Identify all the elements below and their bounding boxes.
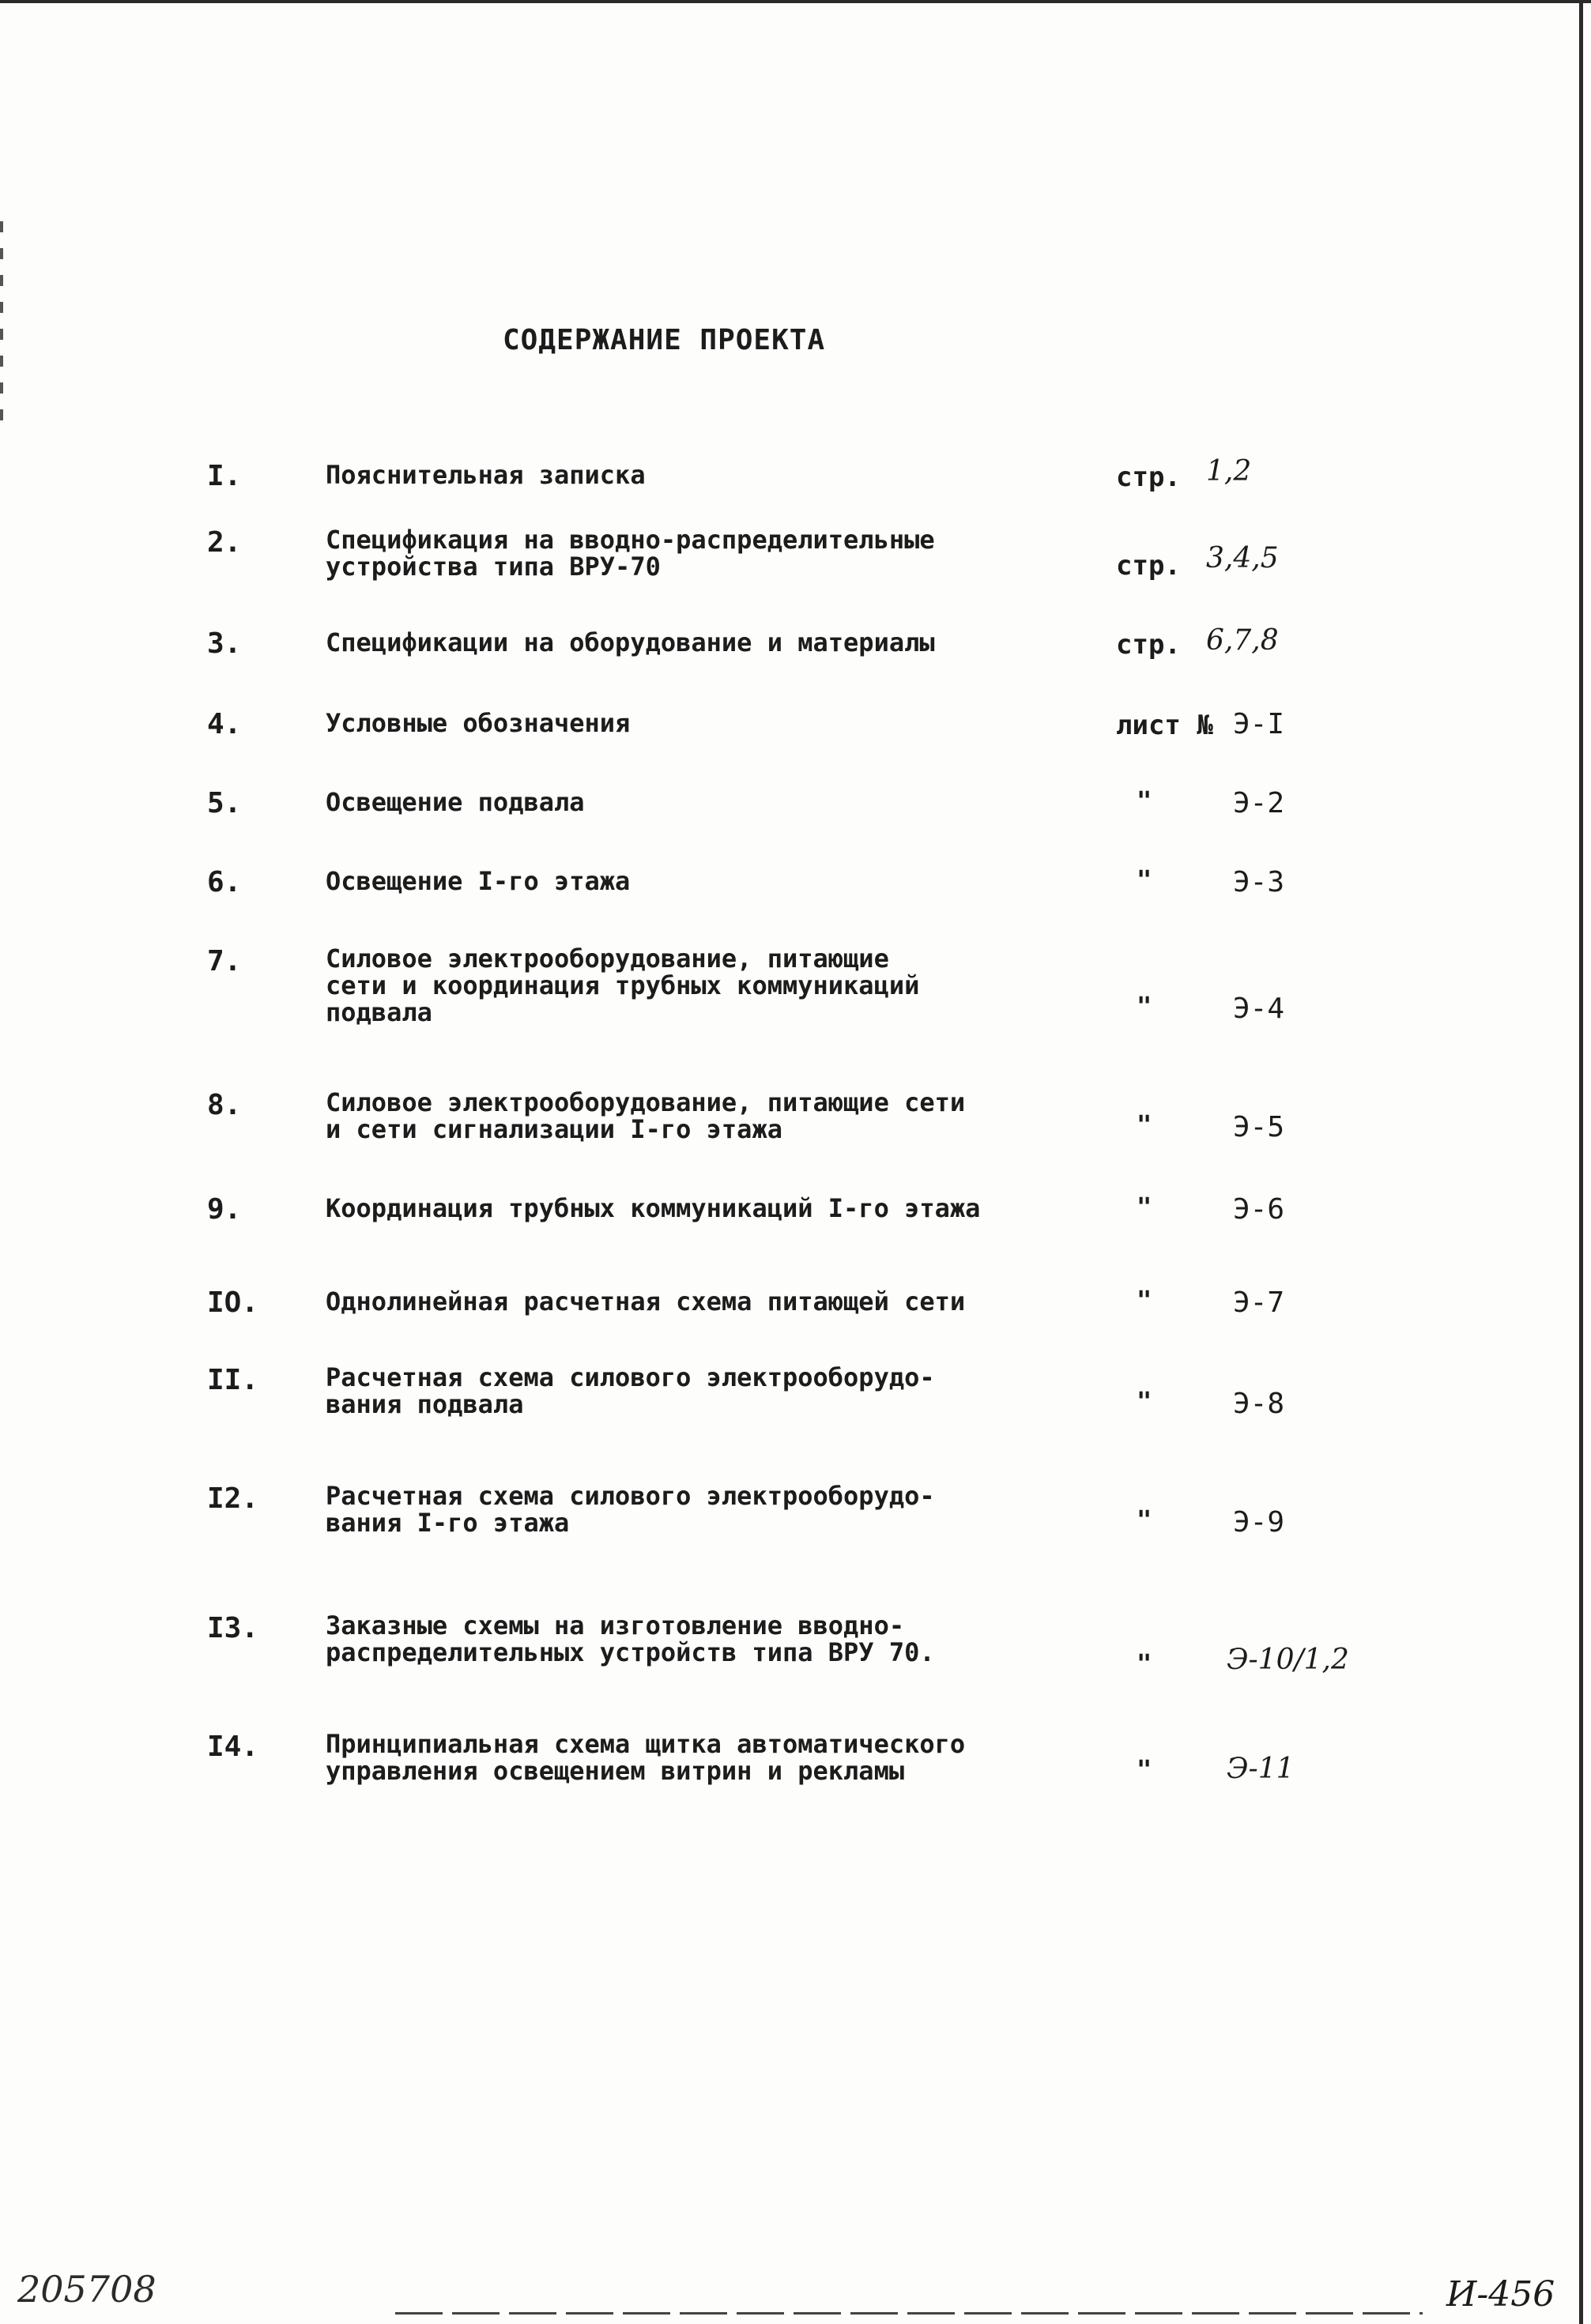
ditto-mark: ": [1137, 1192, 1152, 1222]
item-page-ref: 3,4,5: [1206, 542, 1279, 574]
item-number: 9.: [207, 1193, 242, 1226]
item-title: Пояснительная записка: [326, 460, 646, 490]
item-ref-label: стр.: [1116, 550, 1181, 582]
item-title: Однолинейная расчетная схема питающей сети: [326, 1286, 966, 1316]
item-title: Принципиальная схема щитка автоматического управления освещением витрин и рекламы: [326, 1729, 966, 1786]
item-number: 5.: [207, 787, 242, 819]
item-ref-label: лист №: [1116, 710, 1213, 741]
page-border-right: [1579, 0, 1583, 2324]
item-title: Спецификация на вводно-распределительные устройства типа ВРУ-70: [326, 525, 935, 582]
item-title: Освещение подвала: [326, 787, 585, 817]
item-title: Условные обозначения: [326, 708, 631, 738]
ditto-mark: ": [1137, 1505, 1152, 1535]
item-number: 4.: [207, 708, 242, 740]
item-title: Силовое электрооборудование, питающие сети и сети сигнализации I-го этажа: [326, 1087, 966, 1144]
item-page-ref: Э-10/1,2: [1227, 1644, 1349, 1676]
item-title: Расчетная схема силового электрооборудо- вания подвала: [326, 1362, 935, 1419]
item-number: 8.: [207, 1089, 242, 1121]
ditto-mark: ": [1137, 1754, 1152, 1784]
handwritten-sheet-code: И-456: [1446, 2274, 1555, 2315]
page-border-top: [0, 0, 1591, 3]
item-number: I.: [207, 460, 242, 492]
item-ref-label: стр.: [1116, 461, 1181, 493]
item-page-ref: Э-3: [1233, 866, 1285, 898]
item-page-ref: 6,7,8: [1206, 624, 1279, 657]
item-title: Координация трубных коммуникаций I-го этажа: [326, 1193, 981, 1223]
document-title: СОДЕРЖАНИЕ ПРОЕКТА: [503, 324, 826, 356]
item-number: II.: [207, 1364, 259, 1396]
ditto-mark: ": [1137, 991, 1152, 1021]
ditto-mark: ": [1137, 1648, 1152, 1678]
item-page-ref: Э-I: [1233, 708, 1285, 740]
item-page-ref: Э-9: [1233, 1506, 1285, 1539]
item-title: Силовое электрооборудование, питающие сети и координация трубных коммуникаций подвала: [326, 944, 920, 1027]
item-page-ref: Э-2: [1233, 787, 1285, 819]
item-title: Освещение I-го этажа: [326, 866, 631, 896]
item-title: Заказные схемы на изготовление вводно- распределительных устройств типа ВРУ 70.: [326, 1610, 935, 1667]
scan-edge-marks: [0, 221, 3, 427]
item-page-ref: Э-5: [1233, 1111, 1285, 1143]
item-page-ref: Э-6: [1233, 1193, 1285, 1226]
handwritten-archive-number: 205708: [17, 2268, 156, 2311]
ditto-mark: ": [1137, 1285, 1152, 1315]
item-number: 3.: [207, 627, 242, 660]
item-ref-label: стр.: [1116, 629, 1181, 661]
item-title: Расчетная схема силового электрооборудо- вания I-го этажа: [326, 1481, 935, 1538]
item-page-ref: Э-7: [1233, 1286, 1285, 1319]
ditto-mark: ": [1137, 1386, 1152, 1416]
item-page-ref: 1,2: [1206, 455, 1252, 488]
ditto-mark: ": [1137, 864, 1152, 895]
item-number: I3.: [207, 1612, 259, 1644]
item-page-ref: Э-8: [1233, 1388, 1285, 1420]
item-number: IO.: [207, 1286, 259, 1319]
item-number: I4.: [207, 1731, 259, 1763]
item-title: Спецификации на оборудование и материалы: [326, 627, 935, 657]
item-number: 7.: [207, 945, 242, 977]
item-page-ref: Э-4: [1233, 993, 1285, 1025]
item-page-ref: Э-11: [1227, 1753, 1295, 1785]
ditto-mark: ": [1137, 1109, 1152, 1139]
item-number: I2.: [207, 1482, 259, 1515]
item-number: 6.: [207, 866, 242, 898]
bottom-frame-line: [395, 2312, 1423, 2315]
item-number: 2.: [207, 526, 242, 559]
ditto-mark: ": [1137, 785, 1152, 815]
